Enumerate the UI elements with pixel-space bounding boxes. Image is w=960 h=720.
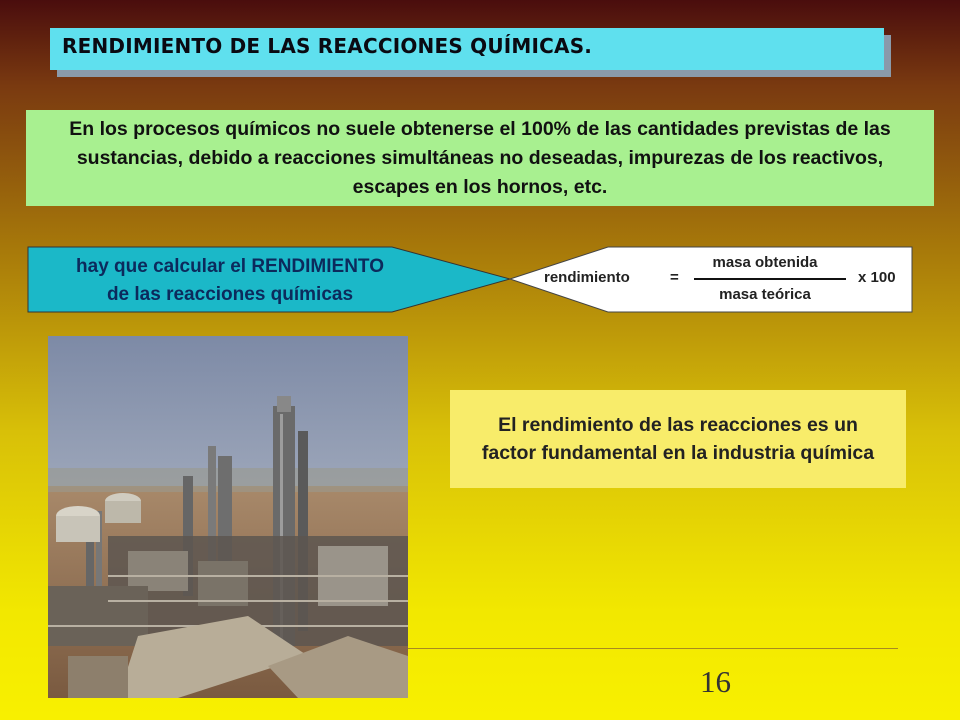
footer-divider <box>408 648 898 649</box>
page-number: 16 <box>700 664 731 699</box>
formula-lhs: rendimiento <box>544 269 630 286</box>
fraction-bar <box>694 278 846 280</box>
note-box <box>450 390 906 488</box>
arrow-label <box>28 253 432 309</box>
arrow-label-line2: de las reacciones químicas <box>106 284 354 305</box>
note-text: El rendimiento de las reacciones es un factor fundamental en la industria química <box>481 414 875 464</box>
formula-multiplier: x 100 <box>858 269 896 286</box>
formula-equals: = <box>670 269 679 286</box>
slide-title: RENDIMIENTO DE LAS REACCIONES QUÍMICAS. <box>50 28 884 70</box>
intro-text: En los procesos químicos no suele obtenerse el 100% de las cantidades previstas de las sustancias, debido a reacciones simultáneas no deseadas, impurezas de los reactivos, escapes en los hornos, etc. <box>69 117 891 198</box>
refinery-photo <box>48 336 408 698</box>
arrow-label-line1: hay que calcular el RENDIMIENTO <box>76 256 384 277</box>
formula-numerator: masa obtenida <box>712 254 818 271</box>
formula-denominator: masa teórica <box>719 286 811 303</box>
